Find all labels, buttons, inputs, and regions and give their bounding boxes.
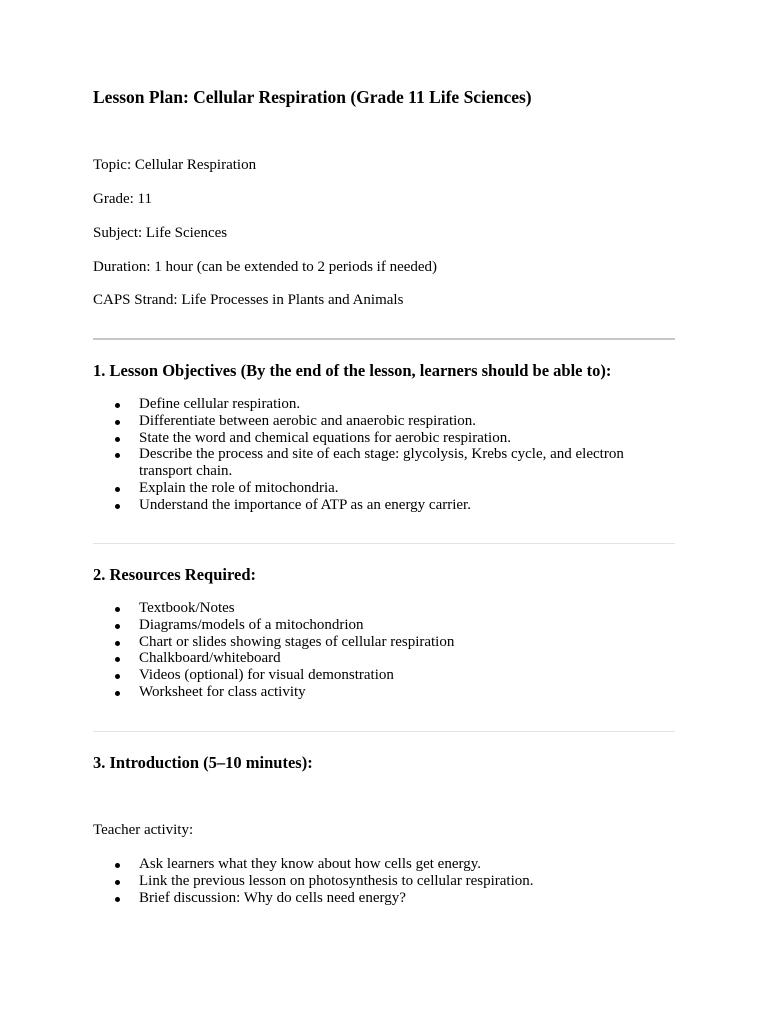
resources-list [93, 600, 653, 701]
bullet-icon [115, 403, 120, 408]
bullet-icon [115, 487, 120, 492]
meta-duration: Duration: 1 hour (can be extended to 2 periods if needed) [93, 259, 438, 275]
list-item-text: Textbook/Notes [139, 600, 235, 616]
list-item [93, 684, 653, 701]
list-item [93, 446, 653, 480]
list-item [93, 890, 653, 907]
bullet-icon [115, 420, 120, 425]
bullet-icon [115, 641, 120, 646]
section-heading-objectives: 1. Lesson Objectives (By the end of the lesson, learners should be able to): [93, 361, 612, 380]
section-heading-introduction: 3. Introduction (5–10 minutes): [93, 753, 313, 772]
section-divider [93, 338, 675, 340]
bullet-icon [115, 657, 120, 662]
list-item-text: Brief discussion: Why do cells need energy? [139, 889, 406, 906]
section-heading-resources: 2. Resources Required: [93, 565, 257, 584]
list-item-text: Understand the importance of ATP as an energy carrier. [139, 496, 471, 513]
list-item [93, 634, 653, 651]
section-divider [93, 543, 675, 544]
list-item-text: Ask learners what they know about how cells get energy. [139, 856, 481, 872]
list-item-text: Chart or slides showing stages of cellular respiration [139, 633, 455, 650]
bullet-icon [115, 674, 120, 679]
list-item-text: Link the previous lesson on photosynthesis to cellular respiration. [139, 872, 534, 889]
list-item [93, 667, 653, 684]
bullet-icon [115, 504, 120, 509]
bullet-icon [115, 897, 120, 902]
list-item [93, 650, 653, 667]
page-title: Lesson Plan: Cellular Respiration (Grade 11 Life Sciences) [93, 87, 532, 107]
list-item [93, 396, 653, 413]
objectives-list [93, 396, 653, 514]
meta-caps-strand: CAPS Strand: Life Processes in Plants and Animals [93, 292, 404, 308]
list-item [93, 413, 653, 430]
bullet-icon [115, 607, 120, 612]
meta-topic: Topic: Cellular Respiration [93, 157, 257, 173]
list-item [93, 617, 653, 634]
bullet-icon [115, 437, 120, 442]
list-item [93, 600, 653, 617]
list-item-text: Diagrams/models of a mitochondrion [139, 616, 364, 633]
teacher-activity-label: Teacher activity: [93, 822, 194, 838]
introduction-list [93, 856, 653, 906]
section-divider [93, 731, 675, 732]
list-item [93, 497, 653, 514]
list-item-text: Describe the process and site of each stage: glycolysis, Krebs cycle, and electron transport chain. [139, 446, 624, 480]
bullet-icon [115, 863, 120, 868]
list-item-text: Videos (optional) for visual demonstration [139, 667, 394, 684]
bullet-icon [115, 880, 120, 885]
bullet-icon [115, 453, 120, 458]
list-item-text: Worksheet for class activity [139, 683, 306, 700]
list-item-text: Explain the role of mitochondria. [139, 479, 339, 496]
list-item [93, 873, 653, 890]
list-item [93, 430, 653, 447]
list-item [93, 856, 653, 873]
bullet-icon [115, 691, 120, 696]
list-item-text: Define cellular respiration. [139, 396, 301, 412]
bullet-icon [115, 624, 120, 629]
list-item-text: Chalkboard/whiteboard [139, 650, 281, 667]
list-item-text: Differentiate between aerobic and anaerobic respiration. [139, 412, 477, 429]
meta-grade: Grade: 11 [93, 191, 153, 207]
meta-subject: Subject: Life Sciences [93, 225, 228, 241]
list-item [93, 480, 653, 497]
list-item-text: State the word and chemical equations for aerobic respiration. [139, 429, 511, 446]
